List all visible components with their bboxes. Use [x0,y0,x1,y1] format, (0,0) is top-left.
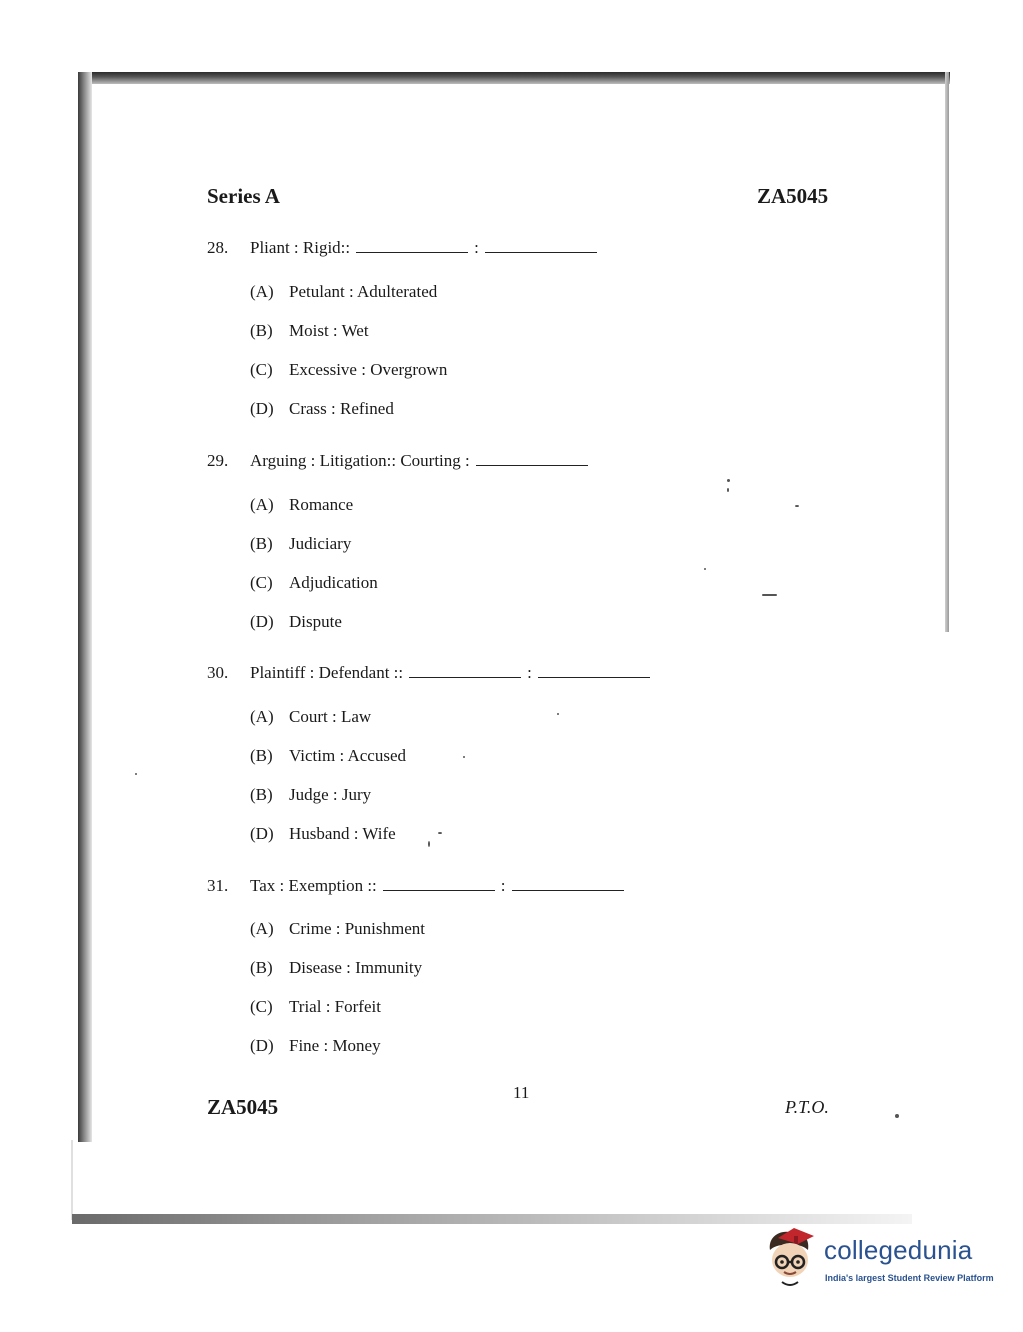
scan-speck [762,594,777,596]
answer-blank [476,453,588,466]
question-text: Pliant : Rigid:: : [250,238,603,258]
scan-speck [727,479,730,482]
scan-speck [704,568,706,570]
paper-code-top: ZA5045 [757,184,829,208]
scan-speck [463,756,465,758]
question-text: Plaintiff : Defendant :: : [250,663,656,683]
question-number: 30. [207,663,229,682]
question-number: 28. [207,238,229,257]
answer-blank [485,240,597,253]
mascot-icon [764,1226,822,1288]
answer-blank [356,240,468,253]
scan-edge-left-faint [71,1140,73,1220]
answer-blank [383,878,495,891]
collegedunia-watermark [764,1226,994,1298]
please-turn-over: P.T.O. [785,1097,829,1117]
scan-speck [428,841,430,847]
question-number: 31. [207,876,229,895]
scan-speck [727,488,729,492]
brand-tagline: India's largest Student Review Platform [825,1273,994,1283]
scan-speck [557,713,559,715]
scan-edge-top [78,72,950,84]
paper-code-footer: ZA5045 [207,1095,279,1119]
answer-blank [512,878,624,891]
scan-edge-left [78,72,92,1142]
scan-speck [895,1114,899,1118]
scan-speck [135,773,137,775]
series-label: Series A [207,184,280,208]
scan-edge-bottom [72,1214,912,1224]
scan-speck [438,832,442,834]
question-text: Arguing : Litigation:: Courting : [250,451,594,471]
question-text: Tax : Exemption :: : [250,876,630,896]
brand-name: collegedunia [824,1235,973,1265]
page-number: 11 [513,1083,530,1102]
scan-edge-right [945,72,949,632]
answer-blank [538,665,650,678]
scan-speck [795,505,799,507]
question-number: 29. [207,451,229,470]
answer-blank [409,665,521,678]
